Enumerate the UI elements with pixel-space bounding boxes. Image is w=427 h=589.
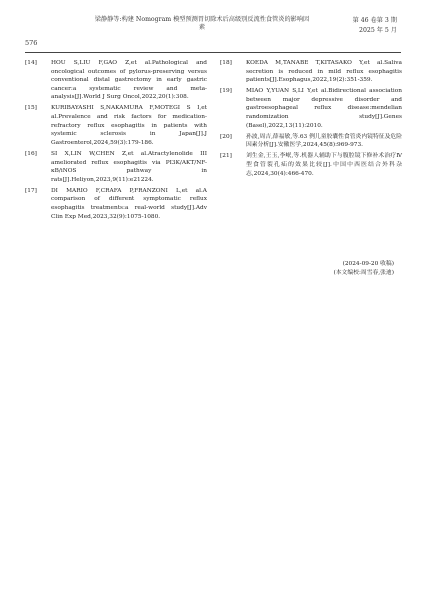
reference-text: KURIBAYASHI S,NAKAMURA F,MOTEGI S I,et al.Prevalence and risk factors for medication-refractory reflux esophagitis in patients with systemic sclerosis in Japan[J].J Gastroenterol,2024,59(3):179-186.	[51, 105, 207, 146]
reference-number: [18]	[220, 60, 232, 66]
reference-item	[220, 87, 402, 130]
reference-item	[25, 104, 207, 147]
page-number: 576	[25, 39, 38, 47]
reference-text: MIAO Y,YUAN S,LI Y,et al.Bidirectional association between major depressive disorder and gastroesophageal reflux disease:mendelian randomization study[J].Genes (Basel),2022,13(11):2010.	[246, 88, 402, 129]
reference-item	[220, 152, 402, 178]
received-date: (2024-09-20 收稿)	[342, 261, 394, 267]
volume-issue: 第 46 卷第 3 期	[352, 17, 397, 24]
references-right-column	[220, 59, 402, 181]
references-left-column	[25, 59, 207, 224]
publication-date: 2025 年 5 月	[359, 26, 397, 34]
reference-number: [15]	[25, 105, 37, 112]
running-title: 梁静静等:构建 Nomogram 模型预测胃切除术后高级别反流性食管炎的影响因素	[94, 16, 310, 31]
issue-info	[327, 16, 397, 35]
reference-number: [16]	[25, 150, 37, 157]
reference-text: DI MARIO F,CRAFA P,FRANZONI L,et al.A comparison of different symptomatic reflux esophagitis treatments:a real-world study[J].Adv Clin Exp Med,2023,32(9):1075-1080.	[51, 187, 207, 220]
reference-text: 刘生金,王玉,李岷,等.机器人辅助下与腹腔镜下修补术治疗Ⅳ型食管裂孔疝的效果比较[J].中国中西医结合外科杂志,2024,30(4):466-470.	[246, 153, 402, 177]
editor-note: (本文编校:周雪春,张迪)	[333, 269, 394, 276]
reference-item	[25, 187, 207, 221]
reference-item	[220, 133, 402, 150]
reference-text: SI X,LIN W,CHEN Z,et al.Atractylenolide III ameliorated reflux esophagitis via PI3K/AKT/NF-κB/iNOS pathway in rats[J].Heliyon,2023,9(11):e21224.	[51, 150, 207, 183]
reference-text: 孙波,周吉,薛福敏,等.63 例儿童胶囊性食管炎内镜特征及危险因素分析[J].安徽医学,2024,45(8):969-973.	[246, 133, 402, 149]
reference-number: [14]	[25, 60, 37, 66]
reference-item	[220, 59, 402, 85]
reference-item	[25, 59, 207, 102]
reference-number: [20]	[220, 133, 232, 140]
article-dates	[250, 260, 394, 277]
reference-text: KOEDA M,TANABE T,KITASAKO Y,et al.Saliva secretion is reduced in mild reflux esophagitis patients[J].Esophagus,2022,19(2):351-359.	[246, 60, 402, 84]
reference-number: [21]	[220, 153, 232, 160]
reference-number: [19]	[220, 88, 232, 95]
reference-item	[25, 150, 207, 184]
header-rule	[25, 52, 401, 53]
reference-number: [17]	[25, 187, 37, 194]
reference-text: HOU S,LIU F,GAO Z,et al.Pathological and oncological outcomes of pylorus-preserving versus conventional distal gastrectomy in early gastric cancer:a systematic review and meta-analysis[J].World J Surg Oncol,2022,20(1):308.	[51, 60, 207, 101]
